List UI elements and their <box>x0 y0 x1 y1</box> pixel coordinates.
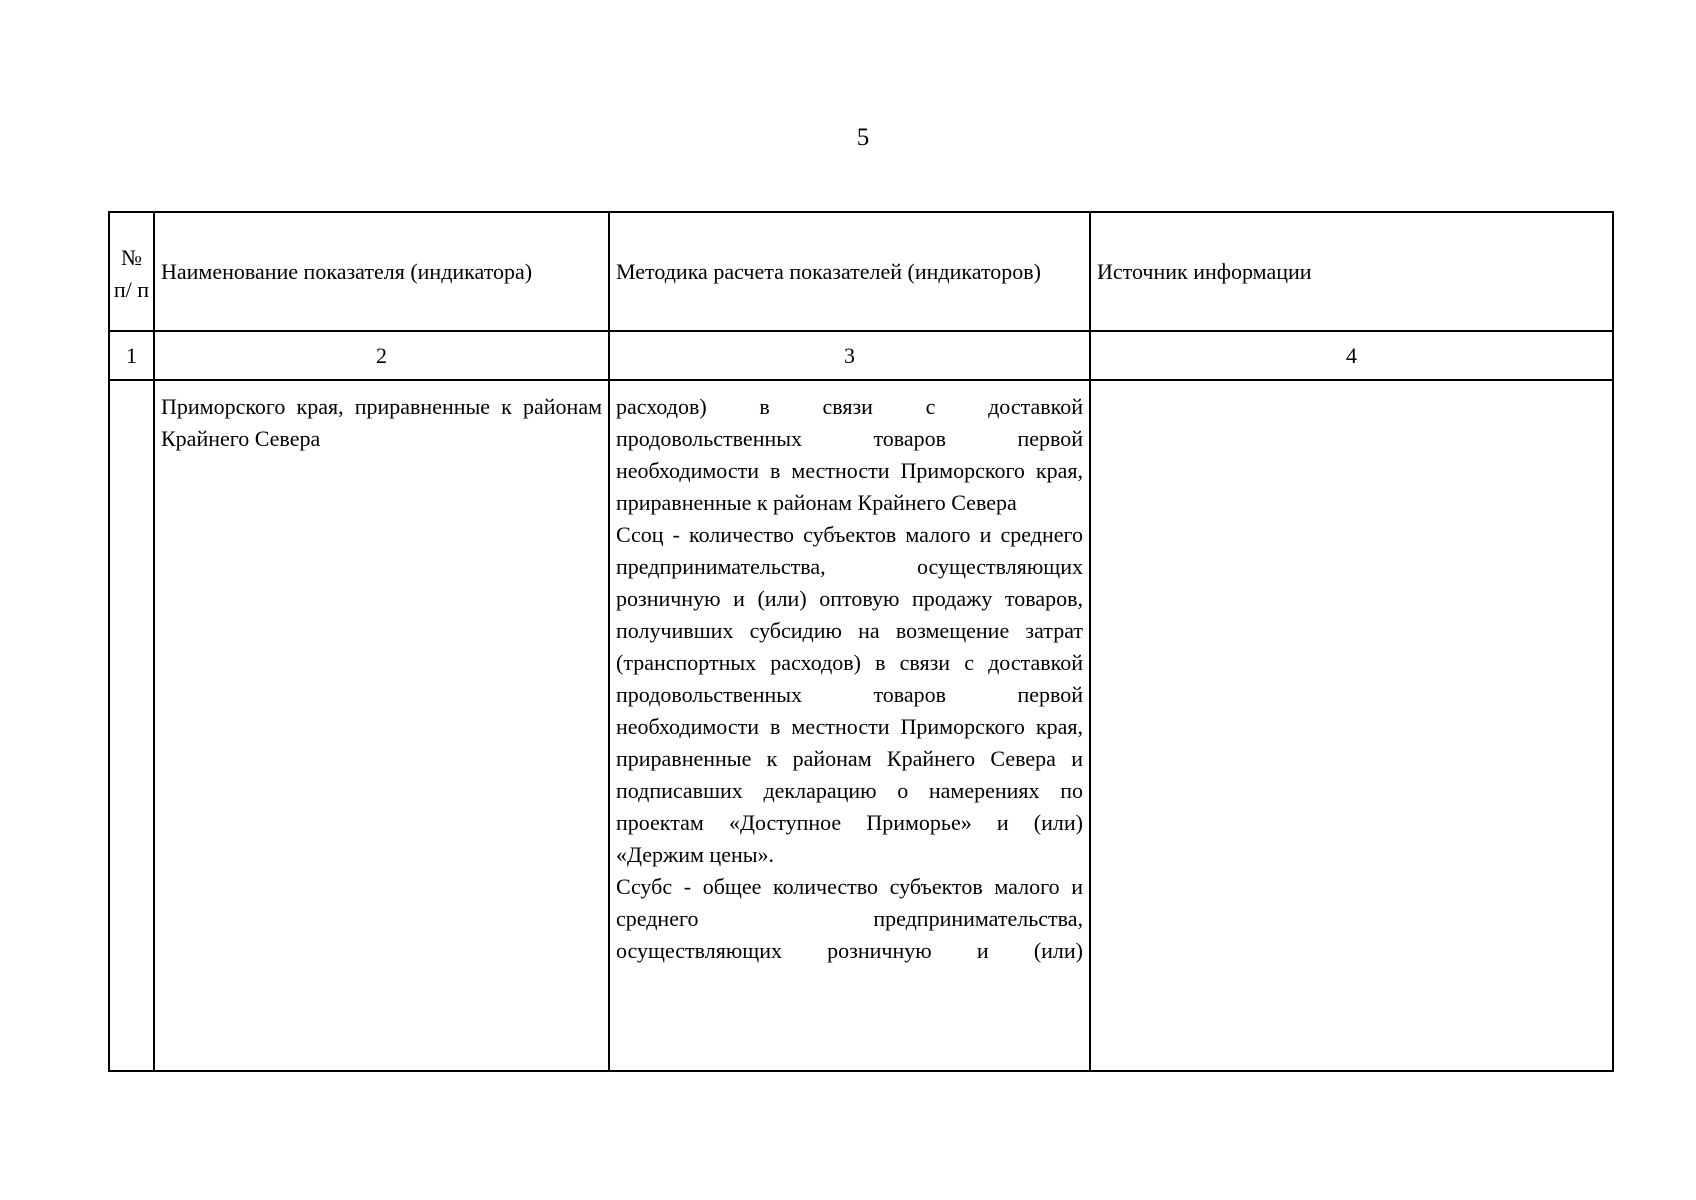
method-paragraph: Ссубс - общее количество субъектов малого и среднего предпринимательства, осуществляющих розничную и (или) <box>616 874 1083 963</box>
table-header-row <box>109 212 1613 331</box>
body-number-cell <box>109 380 154 1071</box>
index-cell-3: 3 <box>609 331 1090 380</box>
header-calculation-method: Методика расчета показателей (индикаторов) <box>609 212 1090 331</box>
indicator-table <box>108 211 1614 1072</box>
method-paragraph: расходов) в связи с доставкой продовольственных товаров первой необходимости в местности Приморского края, приравненные к районам Крайнего Севера <box>616 394 1083 515</box>
header-indicator-name: Наименование показателя (индикатора) <box>154 212 609 331</box>
page-number: 5 <box>856 124 870 151</box>
header-information-source: Источник информации <box>1090 212 1613 331</box>
body-indicator-name: Приморского края, приравненные к районам Крайнего Севера <box>154 380 609 1071</box>
table-row <box>109 380 1613 1071</box>
index-cell-2: 2 <box>154 331 609 380</box>
method-paragraph: Ссоц - количество субъектов малого и среднего предпринимательства, осуществляющих розничную и (или) оптовую продажу товаров, получивших субсидию на возмещение затрат (транспортных расходов) в связи с доставкой продовольственных товаров первой необходимости в местности Приморского края, приравненные к районам Крайнего Севера и подписавших декларацию о намерениях по проектам «Доступное Приморье» и (или) «Держим цены». <box>616 522 1083 867</box>
index-cell-1: 1 <box>109 331 154 380</box>
index-cell-4: 4 <box>1090 331 1613 380</box>
body-information-source <box>1090 380 1613 1071</box>
table-index-row <box>109 331 1613 380</box>
body-calculation-method <box>609 380 1090 1071</box>
header-number: № п/ п <box>109 212 154 331</box>
